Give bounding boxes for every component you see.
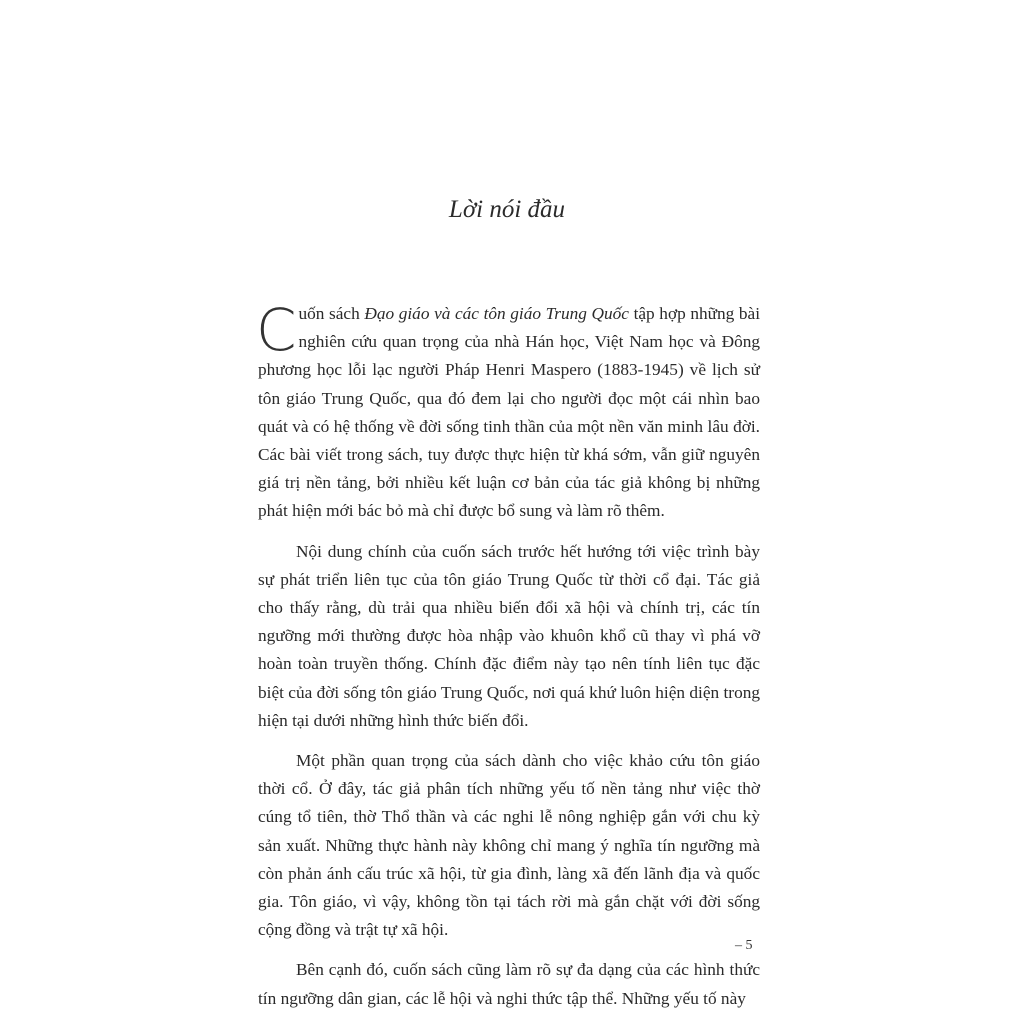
- paragraph-4: Bên cạnh đó, cuốn sách cũng làm rõ sự đa dạng của các hình thức tín ngưỡng dân gian, các lễ hội và nghi thức tập thể. Những yếu tố này: [258, 960, 760, 1008]
- body-text: [256, 296, 760, 1024]
- paragraph-1-lead: uốn sách: [298, 304, 365, 323]
- paragraph-1-rest: tập hợp những bài nghiên cứu quan trọng của nhà Hán học, Việt Nam học và Đông phương học lỗi lạc người Pháp Henri Maspero (1883-1945) về lịch sử tôn giáo Trung Quốc, qua đó đem lại cho người đọc một cái nhìn bao quát và có hệ thống về đời sống tinh thần của một nền văn minh lâu đời. Các bài viết trong sách, tuy được thực hiện từ khá sớm, vẫn giữ nguyên giá trị nền tảng, bởi nhiều kết luận cơ bản của tác giả không bị những phát hiện mới bác bỏ mà chỉ được bổ sung và làm rõ thêm.: [258, 304, 760, 521]
- drop-cap: C: [256, 296, 297, 364]
- paragraph-2: Nội dung chính của cuốn sách trước hết hướng tới việc trình bày sự phát triển liên tục của tôn giáo Trung Quốc từ thời cổ đại. Tác giả cho thấy rằng, dù trải qua nhiều biến đổi xã hội và chính trị, các tín ngưỡng mới thường được hòa nhập vào khuôn khổ cũ thay vì phá vỡ hoàn toàn truyền thống. Chính đặc điểm này tạo nên tính liên tục đặc biệt của đời sống tôn giáo Trung Quốc, nơi quá khứ luôn hiện diện trong hiện tại dưới những hình thức biến đổi.: [258, 541, 760, 730]
- book-title-italic: Đạo giáo và các tôn giáo Trung Quốc: [364, 304, 629, 323]
- page-number: – 5: [735, 938, 753, 953]
- paragraph-1: [256, 296, 760, 526]
- paragraph-3: Một phần quan trọng của sách dành cho việc khảo cứu tôn giáo thời cổ. Ở đây, tác giả phân tích những yếu tố nền tảng như việc thờ cúng tổ tiên, thờ Thổ thần và các nghi lễ nông nghiệp gắn với chu kỳ sản xuất. Những thực hành này không chỉ mang ý nghĩa tín ngưỡng mà còn phản ánh cấu trúc xã hội, từ gia đình, làng xã đến lãnh địa và quốc gia. Tôn giáo, vì vậy, không tồn tại tách rời mà gắn chặt với đời sống cộng đồng và trật tự xã hội.: [258, 751, 760, 940]
- chapter-title: Lời nói đầu: [448, 196, 566, 223]
